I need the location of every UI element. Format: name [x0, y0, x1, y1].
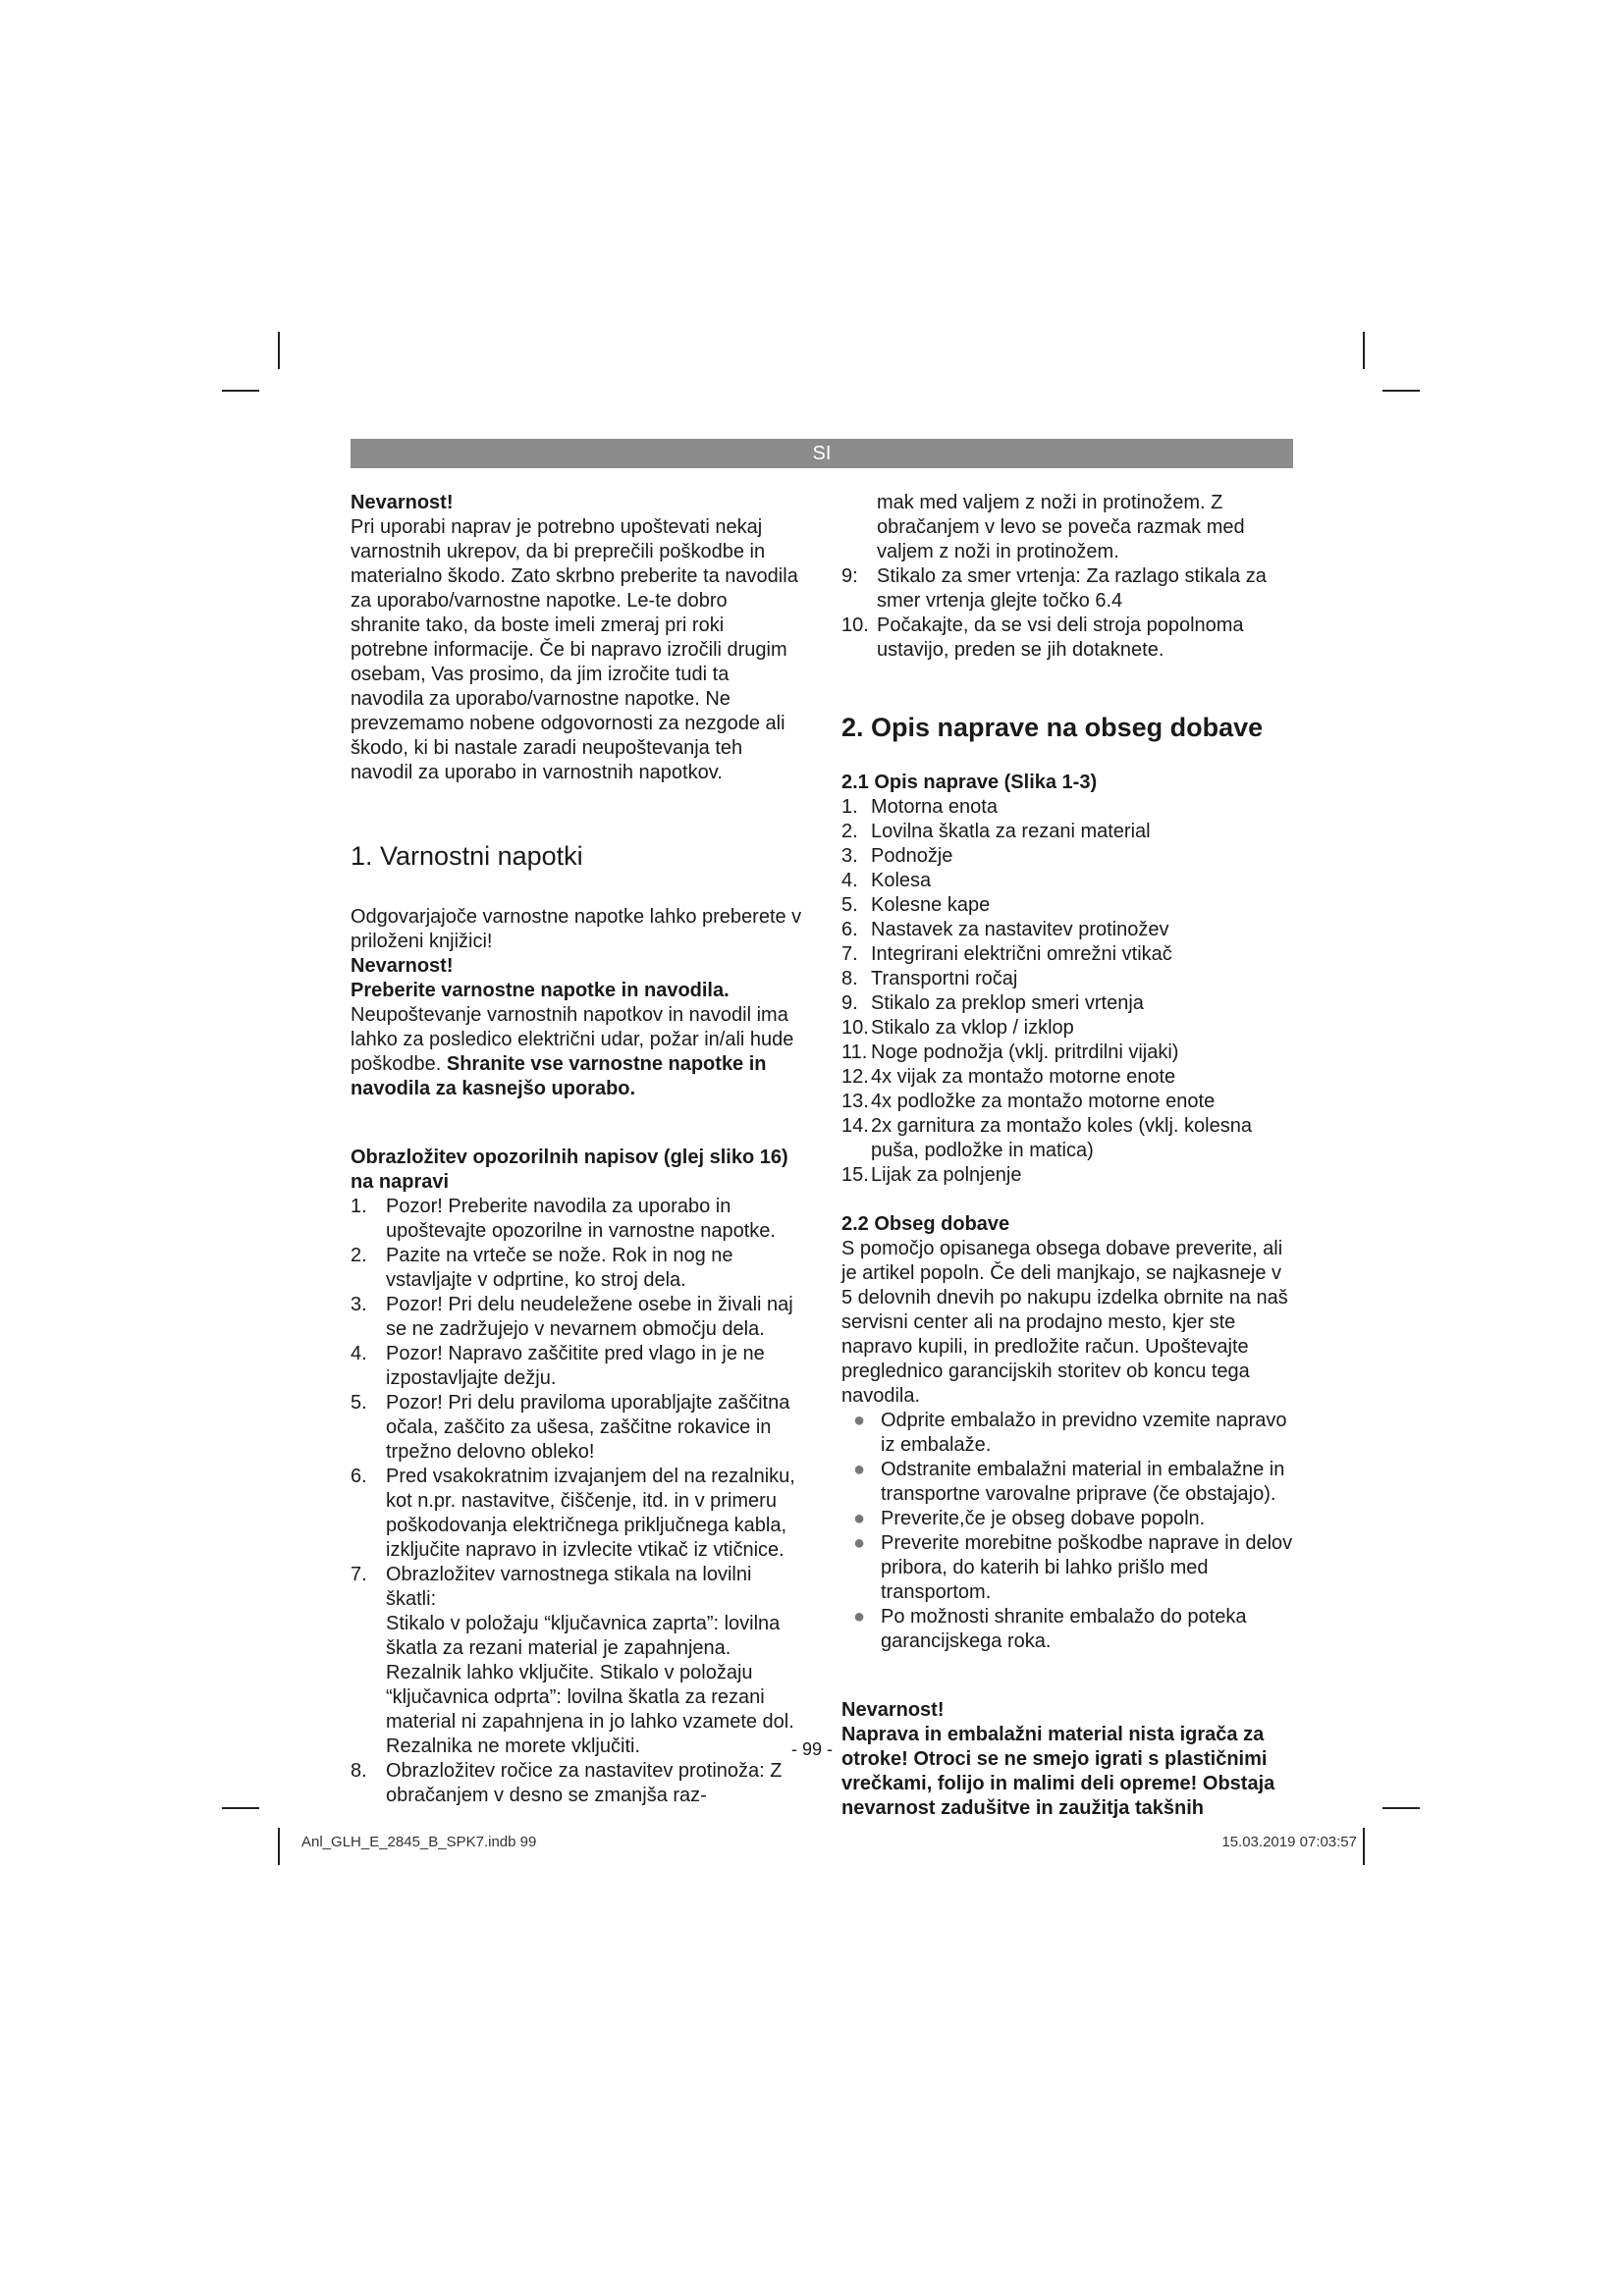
- item-text: Po možnosti shranite embalažo do poteka garancijskega roka.: [881, 1606, 1247, 1652]
- item-number: 7.: [841, 943, 858, 965]
- danger-3-title: Nevarnost!: [841, 1699, 945, 1721]
- item-number: 15.: [841, 1164, 869, 1186]
- item-text: Stikalo za vklop / izklop: [871, 1017, 1074, 1039]
- item-text: Integrirani električni omrežni vtikač: [871, 943, 1172, 965]
- language-code: SI: [812, 443, 832, 464]
- crop-mark: [1363, 332, 1365, 369]
- list-item: [841, 991, 1293, 1016]
- list-item: [841, 893, 1293, 918]
- crop-mark: [278, 332, 280, 369]
- item-text: Kolesa: [871, 870, 932, 891]
- list-item: [351, 1293, 802, 1342]
- crop-mark: [1382, 390, 1420, 392]
- bullet-list: [841, 1409, 1293, 1654]
- keep-instructions-text: Shranite vse varnostne napotke in navodila za kasnejšo uporabo.: [351, 1053, 767, 1099]
- footer-filename: Anl_GLH_E_2845_B_SPK7.indb 99: [301, 1834, 537, 1850]
- danger-3-text: Naprava in embalažni material nista igrača za otroke! Otroci se ne smejo igrati s plastičnimi vrečkami, folijo in malimi deli opreme! Obstaja nevarnost zadušitve in zaužitja takšnih: [841, 1724, 1275, 1819]
- item-number: 9.: [841, 992, 858, 1014]
- item-text: Preverite morebitne poškodbe naprave in delov pribora, do katerih bi lahko prišlo med transportom.: [881, 1532, 1293, 1603]
- item-number: 4.: [351, 1343, 367, 1364]
- danger-2-title: Nevarnost!: [351, 955, 454, 977]
- item-number: 5.: [841, 894, 858, 916]
- item-text: Pozor! Preberite navodila za uporabo in upoštevajte opozorilne in varnostne napotke.: [386, 1196, 776, 1242]
- item-text: mak med valjem z noži in protinožem. Z obračanjem v levo se poveča razmak med valjem z noži in protinožem.: [877, 492, 1245, 562]
- item-number: 6.: [841, 919, 858, 940]
- item-number: 1.: [841, 796, 858, 818]
- warning-signs-title: Obrazložitev opozorilnih napisov (glej sliko 16) na napravi: [351, 1147, 788, 1193]
- subsection-2-1-title: 2.1 Opis naprave (Slika 1-3): [841, 772, 1098, 793]
- list-item: [351, 1244, 802, 1293]
- list-item: [841, 1458, 1293, 1507]
- list-item: [351, 1759, 802, 1808]
- item-text: Odprite embalažo in previdno vzemite napravo iz embalaže.: [881, 1410, 1287, 1456]
- list-item: [841, 1016, 1293, 1041]
- list-item: [841, 1090, 1293, 1114]
- list-item: [351, 1612, 802, 1759]
- item-number: 5.: [351, 1392, 367, 1414]
- item-number: 14.: [841, 1115, 869, 1137]
- danger-title: Nevarnost!: [351, 492, 454, 513]
- read-instructions-title: Preberite varnostne napotke in navodila.: [351, 980, 730, 1001]
- item-text: Počakajte, da se vsi deli stroja popolnoma ustavijo, preden se jih dotaknete.: [877, 614, 1244, 661]
- safety-intro: Odgovarjajoče varnostne napotke lahko preberete v priloženi knjižici!: [351, 906, 802, 952]
- item-number: 9:: [841, 565, 858, 587]
- item-text: Pozor! Napravo zaščitite pred vlago in je ne izpostavljajte dežju.: [386, 1343, 765, 1389]
- list-item: [841, 1605, 1293, 1654]
- list-item: [841, 1507, 1293, 1531]
- list-item: [351, 1391, 802, 1465]
- item-number: 10.: [841, 1017, 869, 1039]
- list-item: [841, 1531, 1293, 1605]
- list-item: [351, 1195, 802, 1244]
- item-number: 2.: [841, 821, 858, 842]
- warning-signs-list: [351, 1195, 802, 1808]
- list-item: [351, 1465, 802, 1563]
- item-text: Pozor! Pri delu neudeležene osebe in živali naj se ne zadržujejo v nevarnem območju dela.: [386, 1294, 793, 1340]
- item-text: Noge podnožja (vklj. pritrdilni vijaki): [871, 1041, 1179, 1063]
- parts-list: [841, 795, 1293, 1188]
- bullet-icon: ●: [853, 1508, 866, 1529]
- list-item: [351, 1342, 802, 1391]
- page-number: - 99 -: [790, 1739, 833, 1759]
- scope-text: S pomočjo opisanega obsega dobave preverite, ali je artikel popoln. Če deli manjkajo, se najkasneje v 5 delovnih dnevih po nakupu izdelka obrnite na naš servisni center ali na prodajno mesto, kjer ste napravo kupili, in predložite račun. Upoštevajte preglednico garancijskih storitev ob koncu tega navodila.: [841, 1238, 1288, 1407]
- list-item: [841, 614, 1293, 663]
- item-text: 2x garnitura za montažo koles (vklj. kolesna puša, podložke in matica): [871, 1115, 1252, 1161]
- section-1-title: 1. Varnostni napotki: [351, 841, 583, 871]
- item-text: Motorna enota: [871, 796, 998, 818]
- neglect-paragraph: [351, 1003, 802, 1101]
- item-number: 4.: [841, 870, 858, 891]
- section-2-title: 2. Opis naprave na obseg dobave: [841, 713, 1264, 742]
- crop-mark: [1363, 1828, 1365, 1865]
- item-text: Nastavek za nastavitev protinožev: [871, 919, 1169, 940]
- item-text: 4x podložke za montažo motorne enote: [871, 1091, 1216, 1112]
- bullet-icon: ●: [853, 1459, 866, 1480]
- item-text: Preverite,če je obseg dobave popoln.: [881, 1508, 1206, 1529]
- item-text: Pozor! Pri delu praviloma uporabljajte zaščitna očala, zaščito za ušesa, zaščitne rokavice in trpežno delovno obleko!: [386, 1392, 790, 1463]
- item-text: Kolesne kape: [871, 894, 991, 916]
- list-item: [841, 942, 1293, 967]
- bullet-icon: ●: [853, 1532, 866, 1554]
- danger-text: Pri uporabi naprav je potrebno upoštevati nekaj varnostnih ukrepov, da bi preprečili poškodbe in materialno škodo. Zato skrbno preberite ta navodila za uporabo/varnostne napotke. Le-te dobro shranite tako, da boste imeli zmeraj pri roki potrebne informacije. Če bi napravo izročili drugim osebam, Vas prosimo, da jim izročite tudi ta navodila za uporabo/varnostne napotke. Ne prevzemamo nobene odgovornosti za nezgode ali škodo, ki bi nastale zaradi neupoštevanja teh navodil za uporabo in varnostnih napotkov.: [351, 516, 798, 783]
- right-column: [841, 491, 1293, 1821]
- item-text: Podnožje: [871, 845, 953, 867]
- crop-mark: [278, 1828, 280, 1865]
- continued-list: [841, 491, 1293, 663]
- list-item: [841, 1065, 1293, 1090]
- item-text: Lovilna škatla za rezani material: [871, 821, 1151, 842]
- item-number: 2.: [351, 1245, 367, 1266]
- list-item: [841, 844, 1293, 869]
- list-item: [841, 1409, 1293, 1458]
- item-text: Stikalo za smer vrtenja: Za razlago stikala za smer vrtenja glejte točko 6.4: [877, 565, 1267, 612]
- crop-mark: [1382, 1807, 1420, 1809]
- item-text: 4x vijak za montažo motorne enote: [871, 1066, 1176, 1088]
- list-item: [841, 1114, 1293, 1163]
- neglect-text: Neupoštevanje varnostnih napotkov in navodil ima lahko za posledico električni udar, požar in/ali hude poškodbe.: [351, 1004, 794, 1075]
- item-number: 13.: [841, 1091, 869, 1112]
- item-number: 3.: [841, 845, 858, 867]
- crop-mark: [222, 390, 259, 392]
- item-number: 8.: [841, 968, 858, 989]
- crop-mark: [222, 1807, 259, 1809]
- list-item: [841, 1041, 1293, 1065]
- language-header-bar: [351, 439, 1293, 468]
- item-number: 7.: [351, 1564, 367, 1585]
- bullet-icon: ●: [853, 1410, 866, 1431]
- list-item: [841, 491, 1293, 564]
- bullet-icon: ●: [853, 1606, 866, 1628]
- item-text: Obrazložitev ročice za nastavitev protinoža: Z obračanjem v desno se zmanjša raz-: [386, 1760, 783, 1806]
- subsection-2-2-title: 2.2 Obseg dobave: [841, 1213, 1010, 1235]
- item-number: 3.: [351, 1294, 367, 1315]
- item-number: 11.: [841, 1041, 868, 1063]
- item-text: Odstranite embalažni material in embalažne in transportne varovalne priprave (če obstajajo).: [881, 1459, 1285, 1505]
- item-number: 10.: [841, 614, 869, 636]
- list-item: [351, 1563, 802, 1612]
- item-number: 1.: [351, 1196, 367, 1217]
- item-number: 8.: [351, 1760, 367, 1782]
- item-text: Pazite na vrteče se nože. Rok in nog ne vstavljajte v odprtine, ko stroj dela.: [386, 1245, 733, 1291]
- item-text: Pred vsakokratnim izvajanjem del na rezalniku, kot n.pr. nastavitve, čiščenje, itd. in v primeru poškodovanja električnega priključnega kabla, izključite napravo in izvlecite vtikač iz vtičnice.: [386, 1466, 795, 1561]
- item-text: Transportni ročaj: [871, 968, 1018, 989]
- list-item: [841, 820, 1293, 844]
- list-item: [841, 918, 1293, 942]
- left-column: [351, 491, 802, 1808]
- item-text: Stikalo v položaju “ključavnica zaprta”: lovilna škatla za rezani material je zapahnjena. Rezalnik lahko vključite. Stikalo v položaju “ključavnica odprta”: lovilna škatla za rezani material ni zapahnjena in jo lahko vzamete dol. Rezalnika ne morete vključiti.: [386, 1613, 794, 1757]
- item-text: Stikalo za preklop smeri vrtenja: [871, 992, 1144, 1014]
- item-text: Lijak za polnjenje: [871, 1164, 1022, 1186]
- item-number: 6.: [351, 1466, 367, 1487]
- list-item: [841, 1163, 1293, 1188]
- item-text: Obrazložitev varnostnega stikala na lovilni škatli:: [386, 1564, 752, 1610]
- footer-datetime: 15.03.2019 07:03:57: [1221, 1834, 1357, 1850]
- list-item: [841, 967, 1293, 991]
- list-item: [841, 564, 1293, 614]
- list-item: [841, 869, 1293, 893]
- item-number: 12.: [841, 1066, 869, 1088]
- list-item: [841, 795, 1293, 820]
